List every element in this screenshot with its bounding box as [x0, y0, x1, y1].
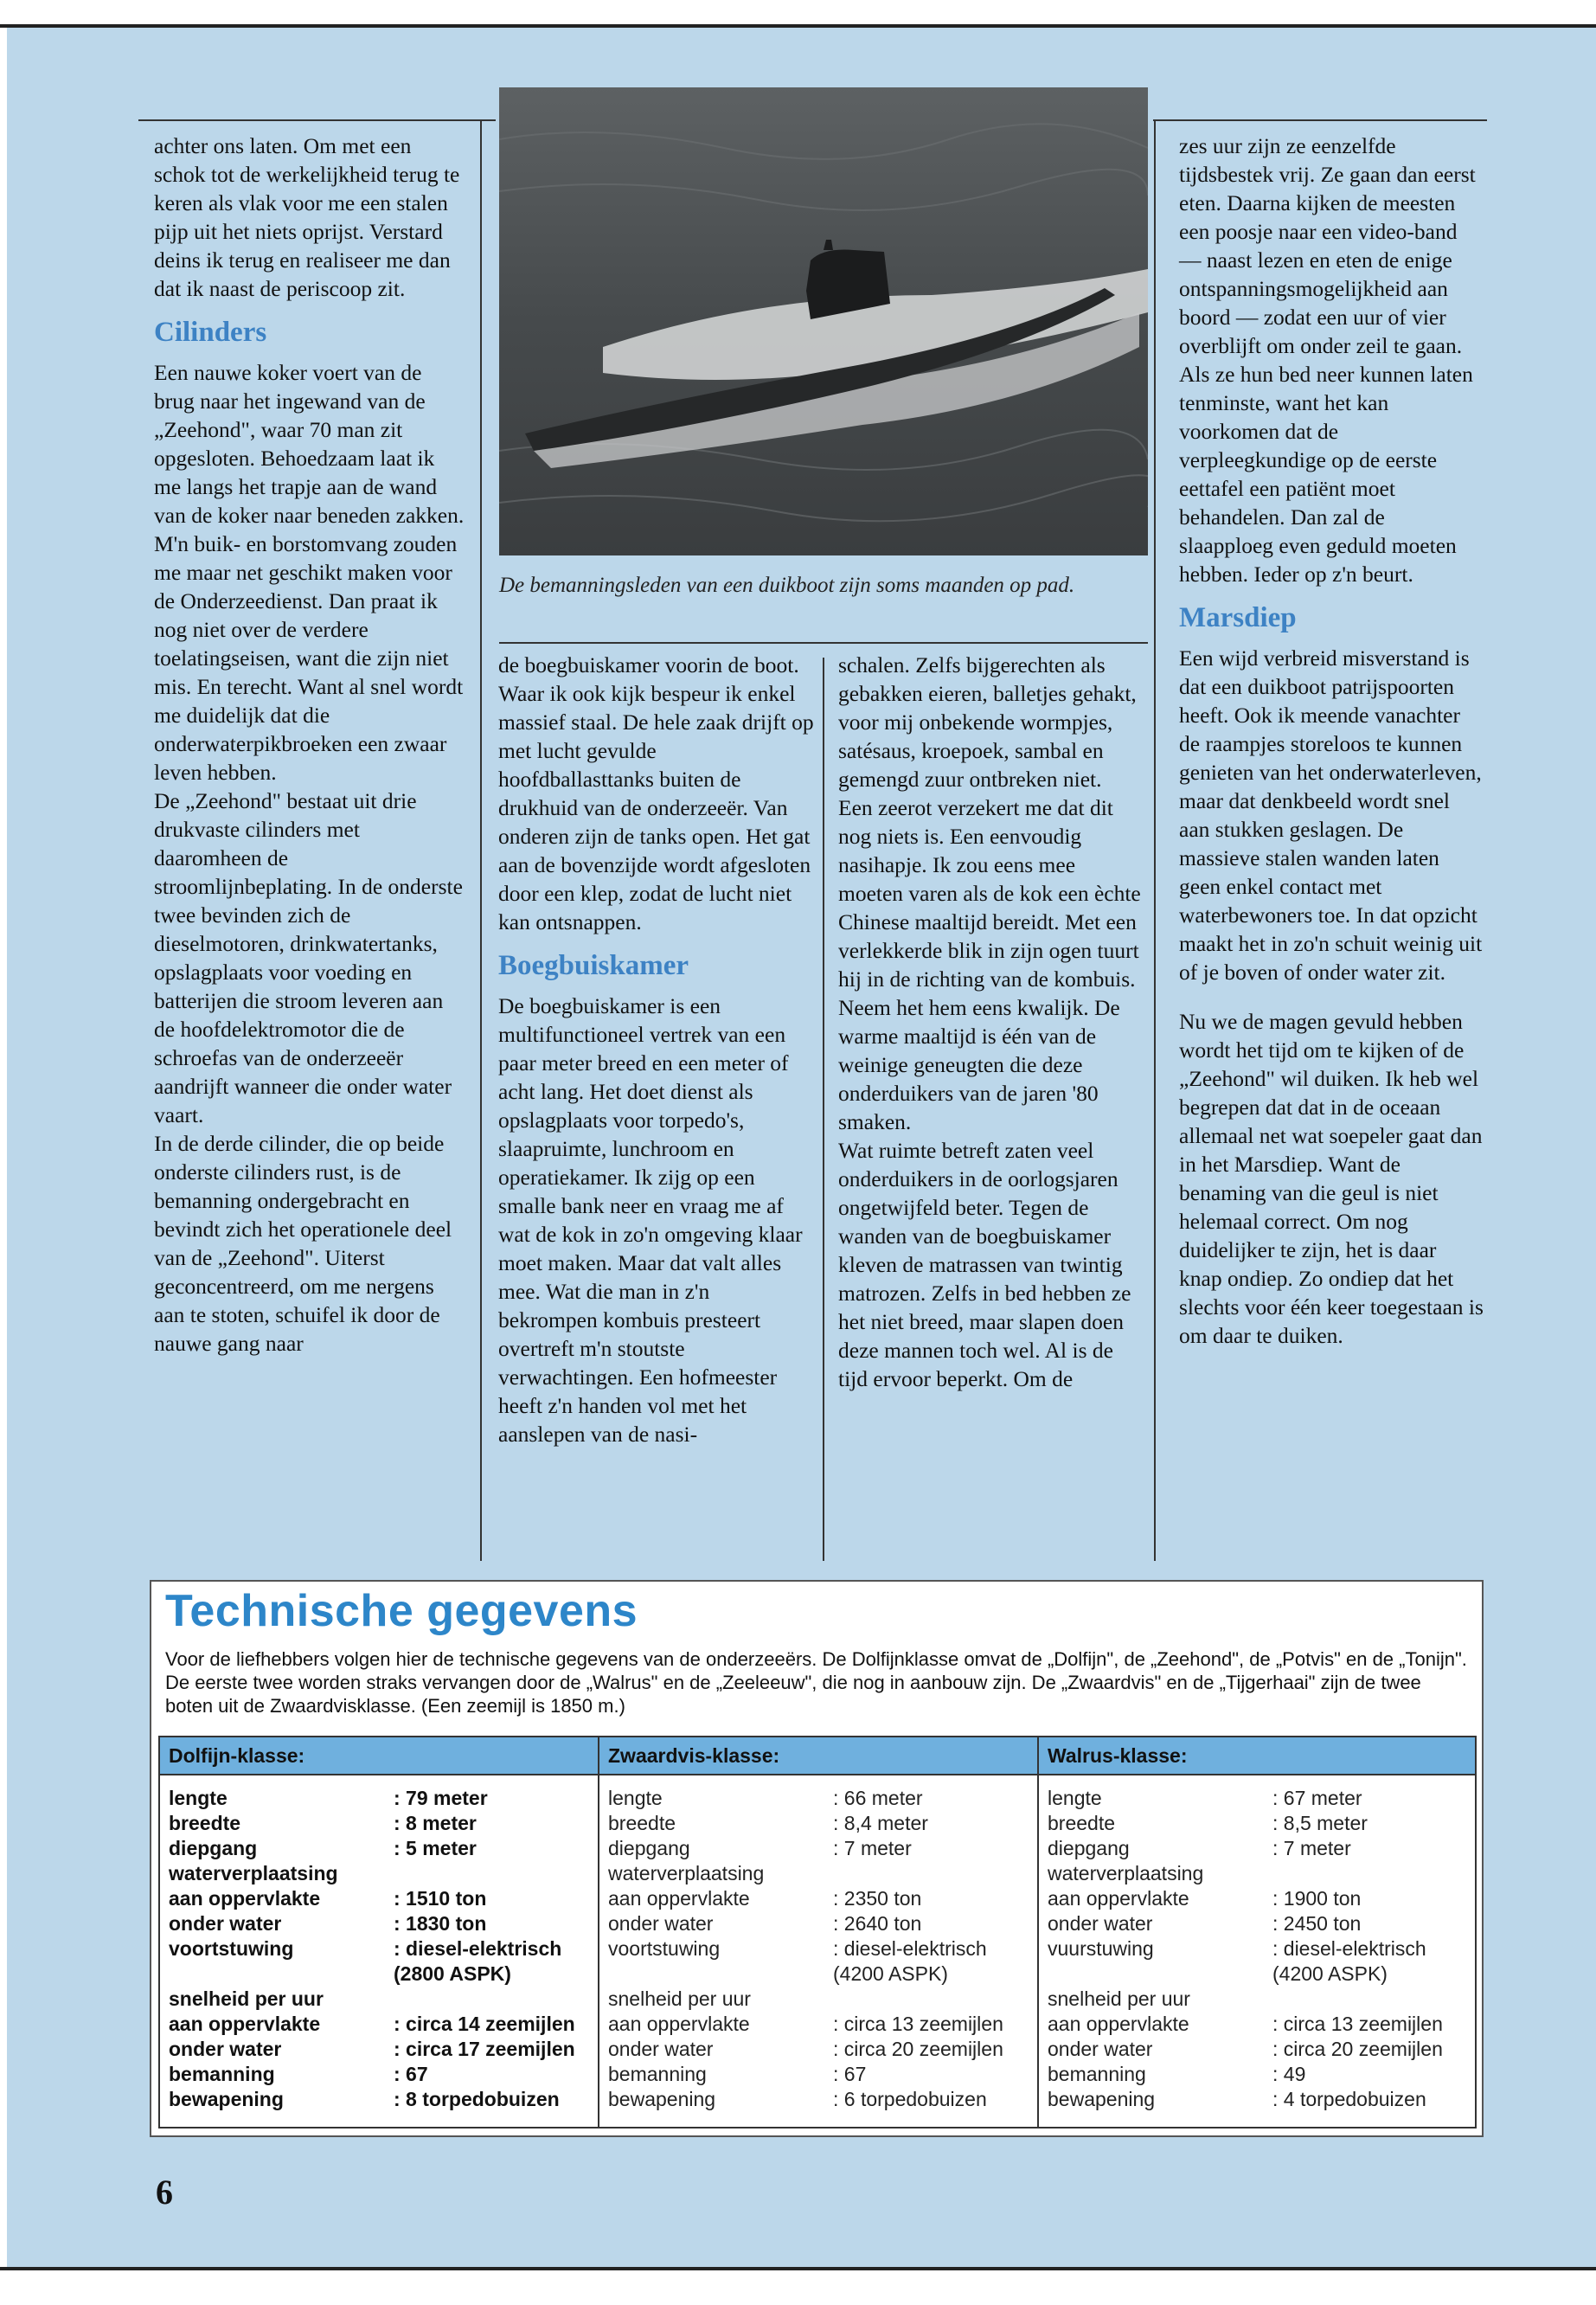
spec-row	[1048, 1861, 1475, 1886]
spec-value: : 1510 ton	[394, 1887, 487, 1910]
spec-value	[833, 1987, 1037, 2012]
spec-row	[608, 1886, 1037, 1911]
column-divider-3	[1154, 121, 1156, 1561]
spec-row	[1048, 1811, 1475, 1836]
spec-value: : 8,5 meter	[1272, 1812, 1368, 1834]
spec-label: aan oppervlakte	[169, 2013, 321, 2035]
spec-label: vuurstuwing	[1048, 1937, 1154, 1960]
spec-label: bemanning	[169, 2063, 275, 2085]
class-header: Walrus-klasse:	[1039, 1737, 1475, 1775]
spec-value: (2800 ASPK)	[394, 1962, 511, 1985]
spec-value: (4200 ASPK)	[1272, 1962, 1388, 1985]
technical-data-box	[150, 1580, 1484, 2137]
spec-label: diepgang	[169, 1837, 258, 1859]
column-divider-1	[480, 121, 482, 1561]
article-column-4	[1179, 132, 1484, 1350]
class-rows	[160, 1775, 598, 2112]
spec-label: onder water	[169, 1912, 282, 1935]
spec-row	[608, 2087, 1037, 2112]
col1-intro: achter ons laten. Om met een schok tot de werkelijkheid terug te keren als vlak voor me een stalen pijp uit het niets oprijst. Verstard deins ik terug en realiseer me dan dat ik naast de periscoop zit.	[154, 133, 460, 301]
spec-label: onder water	[608, 1912, 714, 1935]
spec-label: breedte	[169, 1812, 241, 1834]
spec-value: : 8,4 meter	[833, 1812, 928, 1834]
spec-row	[608, 1961, 1037, 1987]
spec-label: lengte	[169, 1787, 228, 1809]
spec-value: : 2450 ton	[1272, 1912, 1362, 1935]
spec-label: aan oppervlakte	[608, 2013, 750, 2035]
spec-label: waterverplaatsing	[169, 1862, 338, 1884]
photo-caption: De bemanningsleden van een duikboot zijn soms maanden op pad.	[499, 574, 1075, 597]
column-divider-2	[823, 658, 824, 1561]
spec-label: diepgang	[608, 1837, 690, 1859]
col3-paragraph-3: Wat ruimte betreft zaten veel onderduikers in de oorlogsjaren ongetwijfeld beter. Tegen de wanden van de boegbuiskamer kleven de matrassen van twintig matrozen. Zelfs in bed hebben ze het niet breed, maar slapen doen deze mannen toch wel. Al is de tijd ervoor beperkt. Om de	[838, 1138, 1131, 1391]
spec-row	[169, 1836, 598, 1861]
class-header: Dolfijn-klasse:	[160, 1737, 598, 1775]
spec-value: : 7 meter	[833, 1837, 912, 1859]
spec-row	[169, 1786, 598, 1811]
article-column-3	[838, 651, 1143, 1393]
spec-label: snelheid per uur	[169, 1987, 324, 2010]
spec-label: onder water	[169, 2038, 282, 2060]
spec-value: : circa 14 zeemijlen	[394, 2013, 575, 2035]
class-rows	[1039, 1775, 1475, 2112]
class-header: Zwaardvis-klasse:	[599, 1737, 1037, 1775]
spec-label: diepgang	[1048, 1837, 1130, 1859]
col4-intro: zes uur zijn ze eenzelfde tijdsbestek vrij. Ze gaan dan eerst eten. Daarna kijken de meesten een poosje naar een video-band — naast lezen en eten de enige ontspanningsmogelijkheid aan boord — zodat een uur of vier overblijft om onder zeil te gaan. Als ze hun bed neer kunnen laten tenminste, want het kan voorkomen dat de verpleegkundige op de eerste eettafel een patiënt moet behandelen. Dan zal de slaapploeg even geduld moeten hebben. Ieder op z'n beurt.	[1179, 133, 1476, 587]
spec-label: onder water	[1048, 1912, 1153, 1935]
spec-label: snelheid per uur	[608, 1987, 751, 2010]
spec-row	[1048, 1936, 1475, 1961]
col3-paragraph-1: schalen. Zelfs bijgerechten als gebakken eieren, balletjes gehakt, voor mij onbekende wormpjes, satésaus, kroepoek, sambal en gemengd zuur ontbreken niet.	[838, 652, 1137, 792]
spec-row	[1048, 1886, 1475, 1911]
col1-paragraph-2: De „Zeehond" bestaat uit drie drukvaste cilinders met daaromheen de stroomlijnbeplating. In de onderste twee bevinden zich de dieselmotoren, drinkwatertanks, opslagplaats voor voeding en batterijen die stroom leveren aan de hoofdelektromotor die de schroefas van de onderzeeër aandrijft wanneer die onder water vaart.	[154, 788, 463, 1127]
heading-marsdiep: Marsdiep	[1179, 602, 1297, 633]
spec-value: : 8 torpedobuizen	[394, 2088, 560, 2110]
submarine-photo	[499, 87, 1148, 555]
spec-label: voortstuwing	[608, 1937, 721, 1960]
spec-row	[1048, 1836, 1475, 1861]
spec-row	[1048, 1987, 1475, 2012]
spec-value: : 67	[394, 2063, 428, 2085]
spec-value: : 1900 ton	[1272, 1887, 1362, 1910]
spec-row	[169, 1861, 598, 1886]
spec-value: : circa 20 zeemijlen	[1272, 2038, 1443, 2060]
spec-value	[1272, 1861, 1475, 1886]
class-column-walrus	[1039, 1737, 1475, 2127]
spec-label: onder water	[608, 2038, 714, 2060]
spec-row	[169, 1987, 598, 2012]
col1-paragraph-1: Een nauwe koker voert van de brug naar het ingewand van de „Zeehond", waar 70 man zit opgesloten. Behoedzaam laat ik me langs het trapje aan de wand van de koker naar beneden zakken. M'n buik- en borstomvang zouden me maar net geschikt maken voor de Onderzeedienst. Dan praat ik nog niet over de verdere toelatingseisen, want die zijn niet mis. En terecht. Want al snel wordt me duidelijk dat die onderwaterpikbroeken een zwaar leven hebben.	[154, 360, 465, 785]
spec-row	[608, 2012, 1037, 2037]
spec-value	[833, 1861, 1037, 1886]
col3-paragraph-2: Een zeerot verzekert me dat dit nog niets is. Een eenvoudig nasihapje. Ik zou eens mee moeten varen als de kok een èchte Chinese maaltijd bereidt. Met een verlekkerde blik in zijn ogen tuurt hij in de richting van de kombuis. Neem het hem eens kwalijk. De warme maaltijd is één van de weinige geneugten die deze onderduikers van de jaren '80 smaken.	[838, 795, 1141, 1134]
spec-label: bewapening	[169, 2088, 284, 2110]
col2-intro: de boegbuiskamer voorin de boot. Waar ik ook kijk bespeur ik enkel massief staal. De hele zaak drijft op met lucht gevulde hoofdballasttanks buiten de drukhuid van de onderzeeër. Van onderen zijn de tanks open. Het gat aan de bovenzijde wordt afgesloten door een klep, zodat de lucht niet kan ontsnappen.	[498, 652, 814, 934]
spec-value: : diesel-elektrisch	[1272, 1937, 1426, 1960]
spec-label: snelheid per uur	[1048, 1987, 1190, 2010]
spec-row	[608, 1936, 1037, 1961]
spec-label: aan oppervlakte	[1048, 2013, 1189, 2035]
col2-paragraph-1: De boegbuiskamer is een multifunctioneel vertrek van een paar meter breed en een meter of acht lang. Het doet dienst als opslagplaats voor torpedo's, slaapruimte, lunchroom en operatiekamer. Ik zijg op een smalle bank neer en vraag me af wat de kok in zo'n omgeving klaar moet maken. Maar dat valt alles mee. Wat die man in z'n bekrompen kombuis presteert overtreft m'n stoutste verwachtingen. Een hofmeester heeft z'n handen vol met het aanslepen van de nasi-	[498, 993, 803, 1447]
spec-label	[169, 1961, 394, 1987]
spec-row	[169, 2062, 598, 2087]
spec-value: : circa 17 zeemijlen	[394, 2038, 575, 2060]
spec-label: voortstuwing	[169, 1937, 294, 1960]
caption-rule	[499, 642, 1148, 644]
spec-value: : 49	[1272, 2063, 1306, 2085]
spec-row	[1048, 1911, 1475, 1936]
spec-label: aan oppervlakte	[169, 1887, 321, 1910]
spec-label: bemanning	[608, 2063, 707, 2085]
spec-row	[169, 1886, 598, 1911]
spec-value: : 2640 ton	[833, 1912, 922, 1935]
spec-value: : 66 meter	[833, 1787, 923, 1809]
spec-value: : 1830 ton	[394, 1912, 487, 1935]
spec-label: bemanning	[1048, 2063, 1146, 2085]
column-rule-top-left	[138, 119, 496, 121]
spec-label: breedte	[1048, 1812, 1116, 1834]
spec-label: breedte	[608, 1812, 676, 1834]
spec-row	[1048, 2012, 1475, 2037]
tech-intro: Voor de liefhebbers volgen hier de technische gegevens van de onderzeeërs. De Dolfijnklasse omvat de „Dolfijn", de „Zeehond", de „Potvis" en de „Tonijn". De eerste twee worden straks vervangen door de „Walrus" en de „Zeeleeuw", die nog in aanbouw zijn. De „Zwaardvis" en de „Tijgerhaai" zijn de twee boten uit de Zwaardvisklasse. (Een zeemijl is 1850 m.)	[165, 1648, 1467, 1717]
spec-label: lengte	[608, 1787, 663, 1809]
heading-boegbuiskamer: Boegbuiskamer	[498, 950, 689, 981]
spec-row	[169, 2037, 598, 2062]
spec-value: : 5 meter	[394, 1837, 477, 1859]
spec-value: : diesel-elektrisch	[394, 1937, 562, 1960]
spec-row	[169, 1911, 598, 1936]
spec-label	[608, 1961, 833, 1987]
spec-value: : 4 torpedobuizen	[1272, 2088, 1426, 2110]
spec-value: : diesel-elektrisch	[833, 1937, 987, 1960]
page-number: 6	[156, 2173, 173, 2212]
spec-value: : 79 meter	[394, 1787, 488, 1809]
class-column-zwaardvis	[599, 1737, 1037, 2127]
spec-value: : 8 meter	[394, 1812, 477, 1834]
spec-row	[169, 2012, 598, 2037]
article-column-2	[498, 651, 814, 1448]
spec-value: : 7 meter	[1272, 1837, 1351, 1859]
spec-value: : 2350 ton	[833, 1887, 922, 1910]
spec-row	[608, 2037, 1037, 2062]
spec-row	[608, 1811, 1037, 1836]
spec-label: aan oppervlakte	[608, 1887, 750, 1910]
spec-label: waterverplaatsing	[1048, 1862, 1204, 1884]
class-rows	[599, 1775, 1037, 2112]
spec-row	[608, 1861, 1037, 1886]
spec-label: bewapening	[608, 2088, 716, 2110]
spec-label: onder water	[1048, 2038, 1153, 2060]
spec-value: : circa 20 zeemijlen	[833, 2038, 1003, 2060]
spec-value	[1272, 1987, 1475, 2012]
col4-paragraph-1: Een wijd verbreid misverstand is dat een duikboot patrijspoorten heeft. Ook ik meende vanachter de raampjes storeloos te kunnen genieten van het onderwaterleven, maar dat denkbeeld wordt snel aan stukken geslagen. De massieve stalen wanden laten geen enkel contact met waterbewoners toe. In dat opzicht maakt het in zo'n schuit weinig uit of je boven of onder water zit.	[1179, 645, 1483, 985]
col1-paragraph-3: In de derde cilinder, die op beide onderste cilinders rust, is de bemanning ondergebracht en bevindt zich het operationele deel van de „Zeehond". Uiterst geconcentreerd, om me nergens aan te stoten, schuifel ik door de nauwe gang naar	[154, 1131, 452, 1356]
spec-row	[608, 1836, 1037, 1861]
tech-title: Technische gegevens	[165, 1586, 638, 1636]
heading-cilinders: Cilinders	[154, 317, 267, 348]
spec-label: waterverplaatsing	[608, 1862, 765, 1884]
spec-row	[169, 1811, 598, 1836]
spec-value: (4200 ASPK)	[833, 1962, 948, 1985]
article-column-1	[154, 132, 465, 1358]
column-rule-top-right	[1153, 119, 1487, 121]
spec-label: aan oppervlakte	[1048, 1887, 1189, 1910]
spec-row	[1048, 2037, 1475, 2062]
spec-label: lengte	[1048, 1787, 1102, 1809]
spec-row	[169, 2087, 598, 2112]
spec-value: : circa 13 zeemijlen	[1272, 2013, 1443, 2035]
spec-value: : 67	[833, 2063, 867, 2085]
spec-row	[1048, 2087, 1475, 2112]
spec-label	[1048, 1961, 1272, 1987]
spec-value: : 6 torpedobuizen	[833, 2088, 987, 2110]
spec-row	[608, 1987, 1037, 2012]
spec-row	[608, 1786, 1037, 1811]
spec-row	[1048, 1786, 1475, 1811]
tech-table	[158, 1736, 1477, 2128]
spec-row	[608, 1911, 1037, 1936]
spec-value	[394, 1987, 598, 2012]
spec-value: : 67 meter	[1272, 1787, 1362, 1809]
class-column-dolfijn	[160, 1737, 598, 2127]
scan-bottom-edge	[0, 2267, 1596, 2305]
spec-value: : circa 13 zeemijlen	[833, 2013, 1003, 2035]
spec-value	[394, 1861, 598, 1886]
spec-row	[169, 1936, 598, 1961]
spec-row	[1048, 1961, 1475, 1987]
col4-paragraph-2: Nu we de magen gevuld hebben wordt het tijd om te kijken of de „Zeehond" wil duiken. Ik heb wel begrepen dat dat in de oceaan allemaal net wat soepeler gaat dan in het Marsdiep. Want de benaming van die geul is niet helemaal correct. Om nog duidelijker te zijn, het is daar knap ondiep. Zo ondiep dat het slechts voor één keer toegestaan is om daar te duiken.	[1179, 1009, 1484, 1348]
spec-row	[608, 2062, 1037, 2087]
spec-row	[169, 1961, 598, 1987]
scan-top-edge	[0, 0, 1596, 28]
spec-label: bewapening	[1048, 2088, 1156, 2110]
spec-row	[1048, 2062, 1475, 2087]
